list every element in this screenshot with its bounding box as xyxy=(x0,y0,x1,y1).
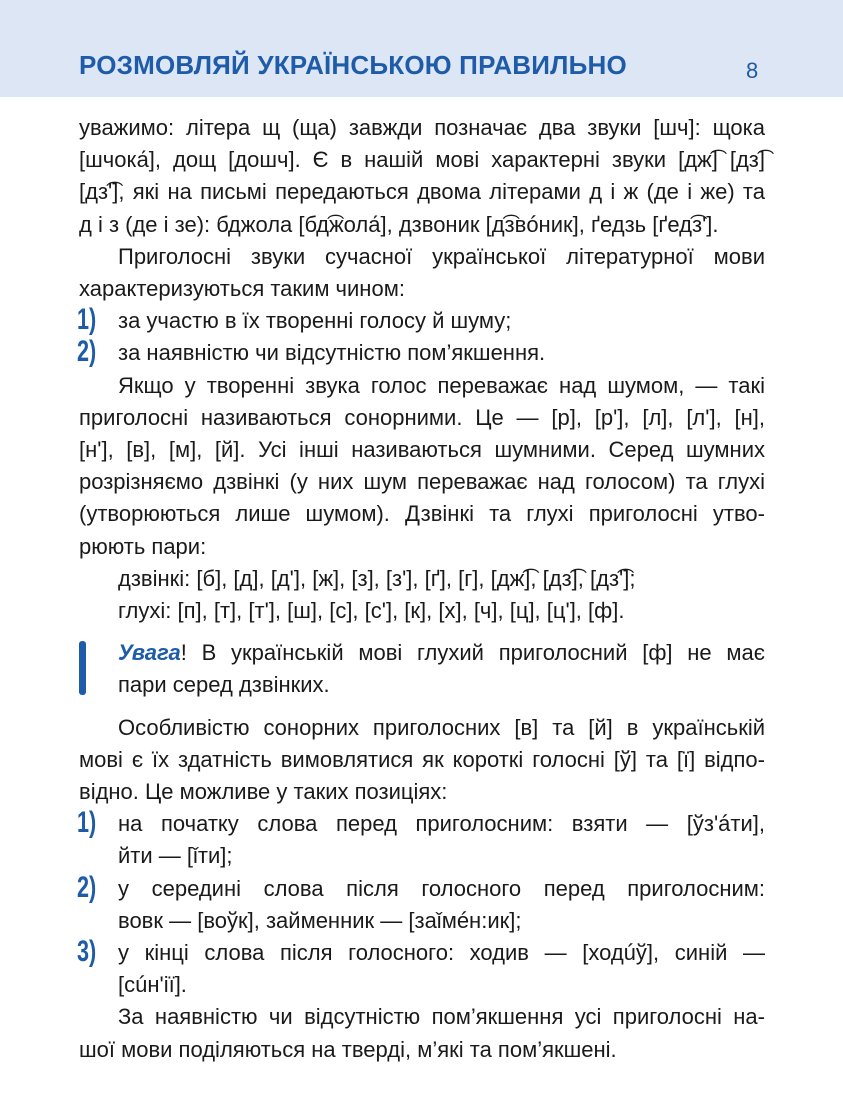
paragraph-1 xyxy=(79,112,765,241)
list-item-text: у середині слова після голосного перед приголосним: xyxy=(118,875,765,901)
text-line: шої мови поділяються на тверді, м’які та пом’якшені. xyxy=(79,1036,617,1062)
consonant-pairs xyxy=(79,563,765,627)
voiceless-consonants: глухі: [п], [т], [т'], [ш], [с], [с'], [к], [х], [ч], [ц], [ц'], [ф]. xyxy=(118,598,625,624)
list-item xyxy=(79,937,765,1001)
list-number: 2) xyxy=(77,335,97,369)
page-header xyxy=(0,0,843,97)
list-item xyxy=(79,337,765,369)
text-line: (утворюються лише шумом). Дзвінкі та глухі приголосні утво- xyxy=(79,501,765,527)
list-number: 1) xyxy=(77,303,97,337)
text-line: мові є їх здатність вимовлятися як короткі голосні [ў] та [ї] відпо- xyxy=(79,746,765,772)
list-item xyxy=(77,870,765,937)
paragraph-2 xyxy=(79,241,765,305)
text-line: розрізняємо дзвінкі (у них шум переважає над голосом) та глухі xyxy=(79,469,765,495)
text-line: [дз͡'], які на письмі передаються двома літерами д і ж (де і же) та xyxy=(79,179,765,205)
page-number: 8 xyxy=(746,58,759,83)
text-line: приголосні називаються сонорними. Це — [р], [р'], [л], [л'], [н], xyxy=(79,404,765,430)
text-line: д і з (де і зе): бджола [бд͡жола́], дзвоник [д͡звóник], ґедзь [ґед͡з']. xyxy=(79,211,719,237)
paragraph-3 xyxy=(79,370,765,563)
text-line: За наявністю чи відсутністю пом’якшення усі приголосні на- xyxy=(118,1004,765,1030)
paragraph-5 xyxy=(79,1001,765,1065)
paragraph-4 xyxy=(79,712,765,809)
text-line: Якщо у творенні звука голос переважає над шумом, — такі xyxy=(118,372,765,398)
attention-note xyxy=(79,637,765,701)
list-item-text: вовк — [воўк], займенник — [заǐмéн:ик]; xyxy=(118,907,522,933)
list-number: 2) xyxy=(77,870,97,904)
text-line: [н'], [в], [м], [й]. Усі інші називаються шумними. Серед шумних xyxy=(79,437,765,463)
text-line: рюють пари: xyxy=(79,533,207,559)
list-item xyxy=(79,305,765,337)
text-line: відно. Це можливе у таких позиціях: xyxy=(79,779,448,805)
list-item-text: за наявністю чи відсутністю пом’якшення. xyxy=(118,340,546,366)
list-characteristics xyxy=(79,305,765,369)
text-line: уважимо: літера щ (ща) завжди позначає два звуки [шч]: щока xyxy=(79,115,765,140)
note-title: Увага xyxy=(118,640,181,666)
text-line: Приголосні звуки сучасної української літературної мови xyxy=(118,243,765,269)
list-item-text: у кінці слова після голосного: ходив — [ходúў], синій — xyxy=(118,940,765,966)
page-content xyxy=(79,112,765,1066)
list-number: 1) xyxy=(77,806,97,840)
list-item-text: [сúн'ії]. xyxy=(118,972,187,998)
voiced-consonants: дзвінкі: [б], [д], [д'], [ж], [з], [з'], [ґ], [г], [дж͡], [дз͡], [дз͡']; xyxy=(118,565,636,591)
header-title: РОЗМОВЛЯЙ УКРАЇНСЬКОЮ ПРАВИЛЬНО xyxy=(79,50,627,80)
text-line xyxy=(118,637,765,669)
list-item-text: на початку слова перед приголосним: взяти — [ўз'áти], xyxy=(118,811,765,837)
text-line: пари серед дзвінких. xyxy=(118,672,330,698)
list-number: 3) xyxy=(77,935,97,969)
note-text: ! В українській мові глухий приголосний [ф] не має xyxy=(180,640,765,666)
text-line: [шчока́], дощ [дошч]. Є в нашій мові характерні звуки [дж͡] [дз͡] xyxy=(79,147,765,173)
text-line: характеризуються таким чином: xyxy=(79,276,405,302)
list-positions xyxy=(79,808,765,1001)
note-marker-bar xyxy=(79,641,86,695)
text-line: Особливістю сонорних приголосних [в] та [й] в українській xyxy=(118,714,765,740)
list-item-text: йти — [ǐти]; xyxy=(118,843,233,869)
list-item-text: за участю в їх творенні голосу й шуму; xyxy=(118,308,512,334)
list-item xyxy=(79,808,765,872)
